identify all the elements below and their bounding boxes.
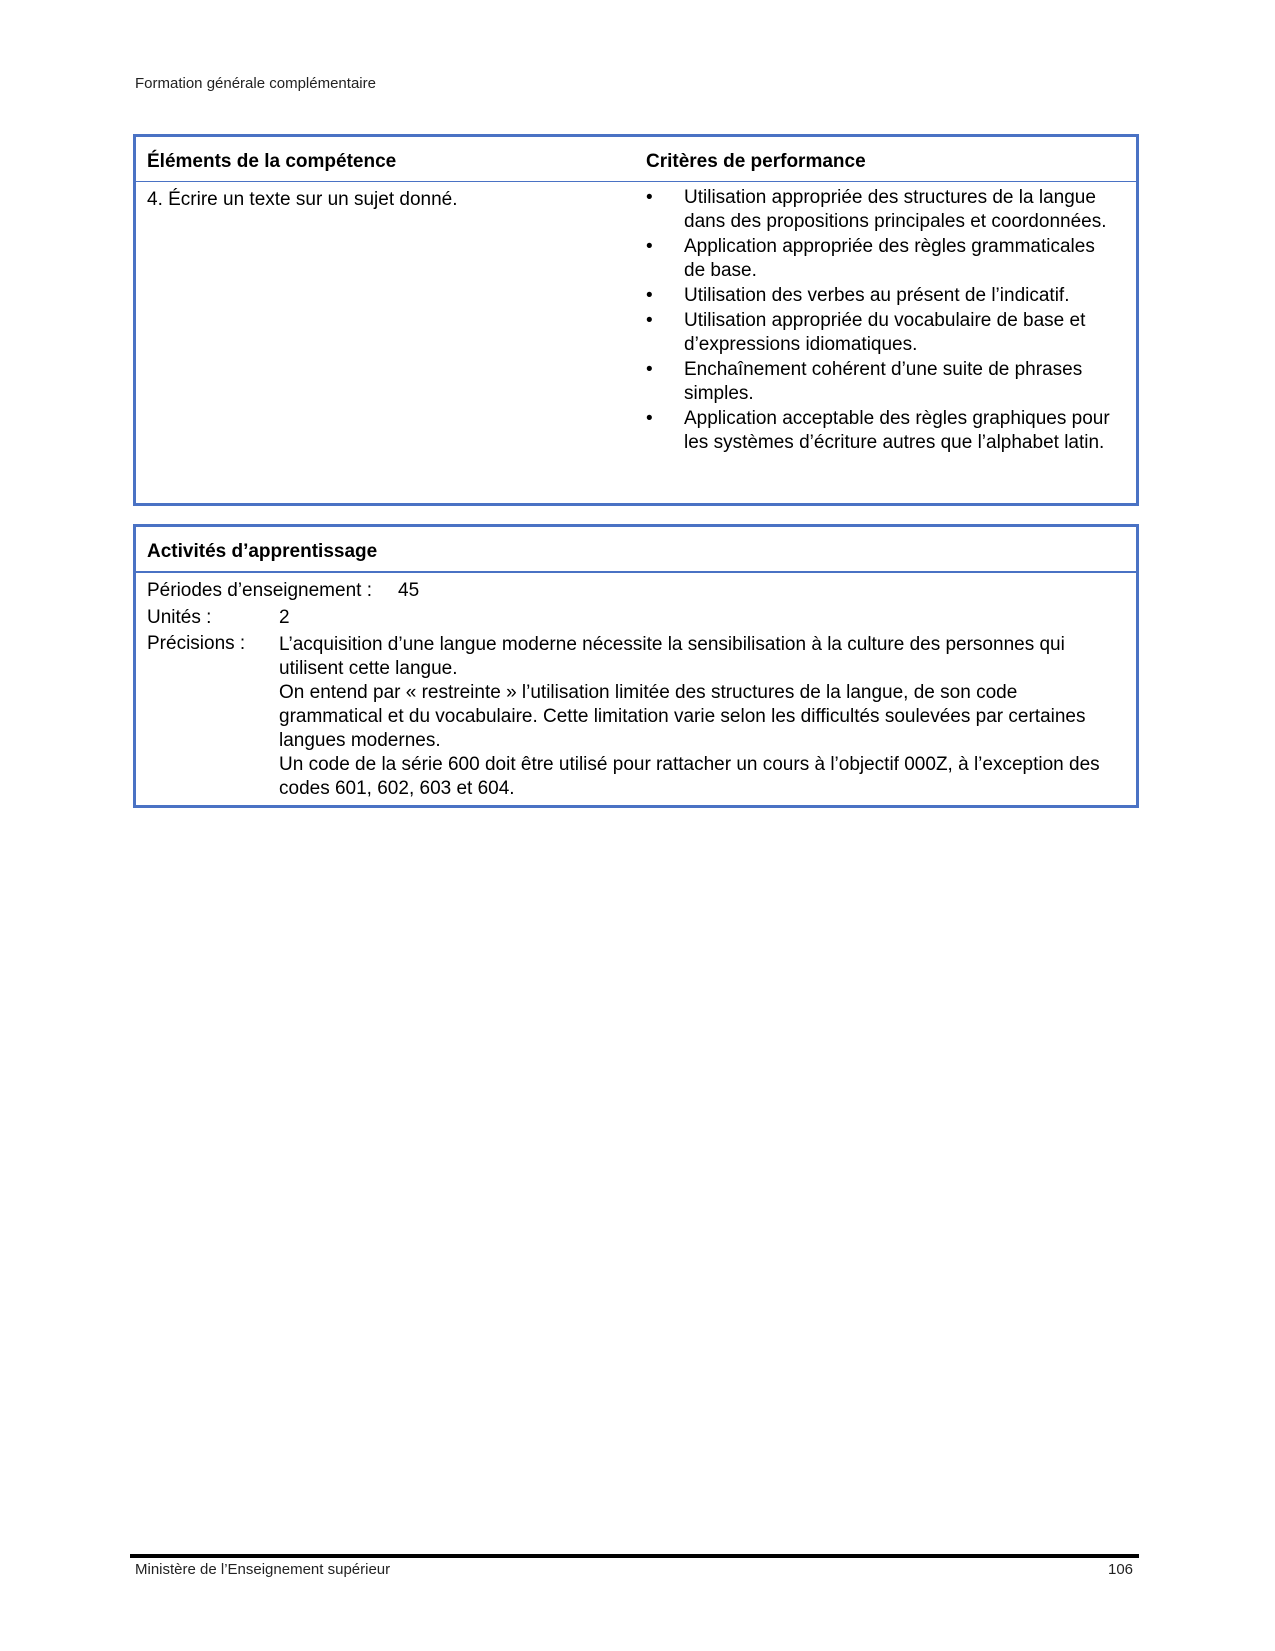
footer-divider	[130, 1554, 1139, 1558]
footer-ministry: Ministère de l’Enseignement supérieur	[135, 1561, 391, 1578]
precisions-label: Précisions :	[147, 633, 246, 654]
bullet-icon: •	[646, 408, 653, 429]
list-item: • Utilisation appropriée du vocabulaire de base et d’expressions idiomatiques.	[646, 310, 1086, 355]
precision-paragraph: L’acquisition d’une langue moderne nécessite la sensibilisation à la culture des personnes qui utilisent cette langue.	[279, 634, 1065, 679]
list-item: • Enchaînement cohérent d’une suite de phrases simples.	[646, 359, 1083, 404]
precisions-text	[279, 633, 1109, 801]
activities-header	[136, 527, 1136, 573]
activities-title: Activités d’apprentissage	[147, 541, 378, 562]
competence-element: 4. Écrire un texte sur un sujet donné.	[147, 189, 458, 210]
list-item: • Utilisation des verbes au présent de l’indicatif.	[646, 285, 1070, 306]
teaching-periods-value: 45	[398, 580, 420, 601]
bullet-icon: •	[646, 285, 653, 306]
precision-paragraph: Un code de la série 600 doit être utilisé pour rattacher un cours à l’objectif 000Z, à l’exception des codes 601, 602, 603 et 604.	[279, 754, 1100, 799]
teaching-periods-label: Périodes d’enseignement :	[147, 580, 372, 601]
bullet-icon: •	[646, 359, 653, 380]
criteria-list	[646, 186, 1116, 456]
units-label: Unités :	[147, 607, 212, 628]
list-item: • Application appropriée des règles grammaticales de base.	[646, 236, 1095, 281]
page-number: 106	[1108, 1561, 1134, 1578]
learning-activities-box	[133, 524, 1139, 808]
competence-table	[133, 134, 1139, 506]
list-item: • Application acceptable des règles graphiques pour les systèmes d’écriture autres que l’alphabet latin.	[646, 408, 1110, 453]
column-title-criteria: Critères de performance	[646, 151, 866, 172]
competence-table-header	[136, 137, 1136, 182]
precision-paragraph: On entend par « restreinte » l’utilisation limitée des structures de la langue, de son code grammatical et du vocabulaire. Cette limitation varie selon les difficultés soulevées par certaines langues modernes.	[279, 682, 1086, 751]
page-header: Formation générale complémentaire	[135, 75, 376, 92]
bullet-icon: •	[646, 310, 653, 331]
teaching-periods-row	[147, 580, 419, 602]
column-title-elements: Éléments de la compétence	[147, 151, 397, 172]
list-item: • Utilisation appropriée des structures de la langue dans des propositions principales et coordonnées.	[646, 187, 1107, 232]
bullet-icon: •	[646, 236, 653, 257]
units-value: 2	[279, 607, 290, 628]
bullet-icon: •	[646, 187, 653, 208]
units-row	[147, 607, 290, 629]
